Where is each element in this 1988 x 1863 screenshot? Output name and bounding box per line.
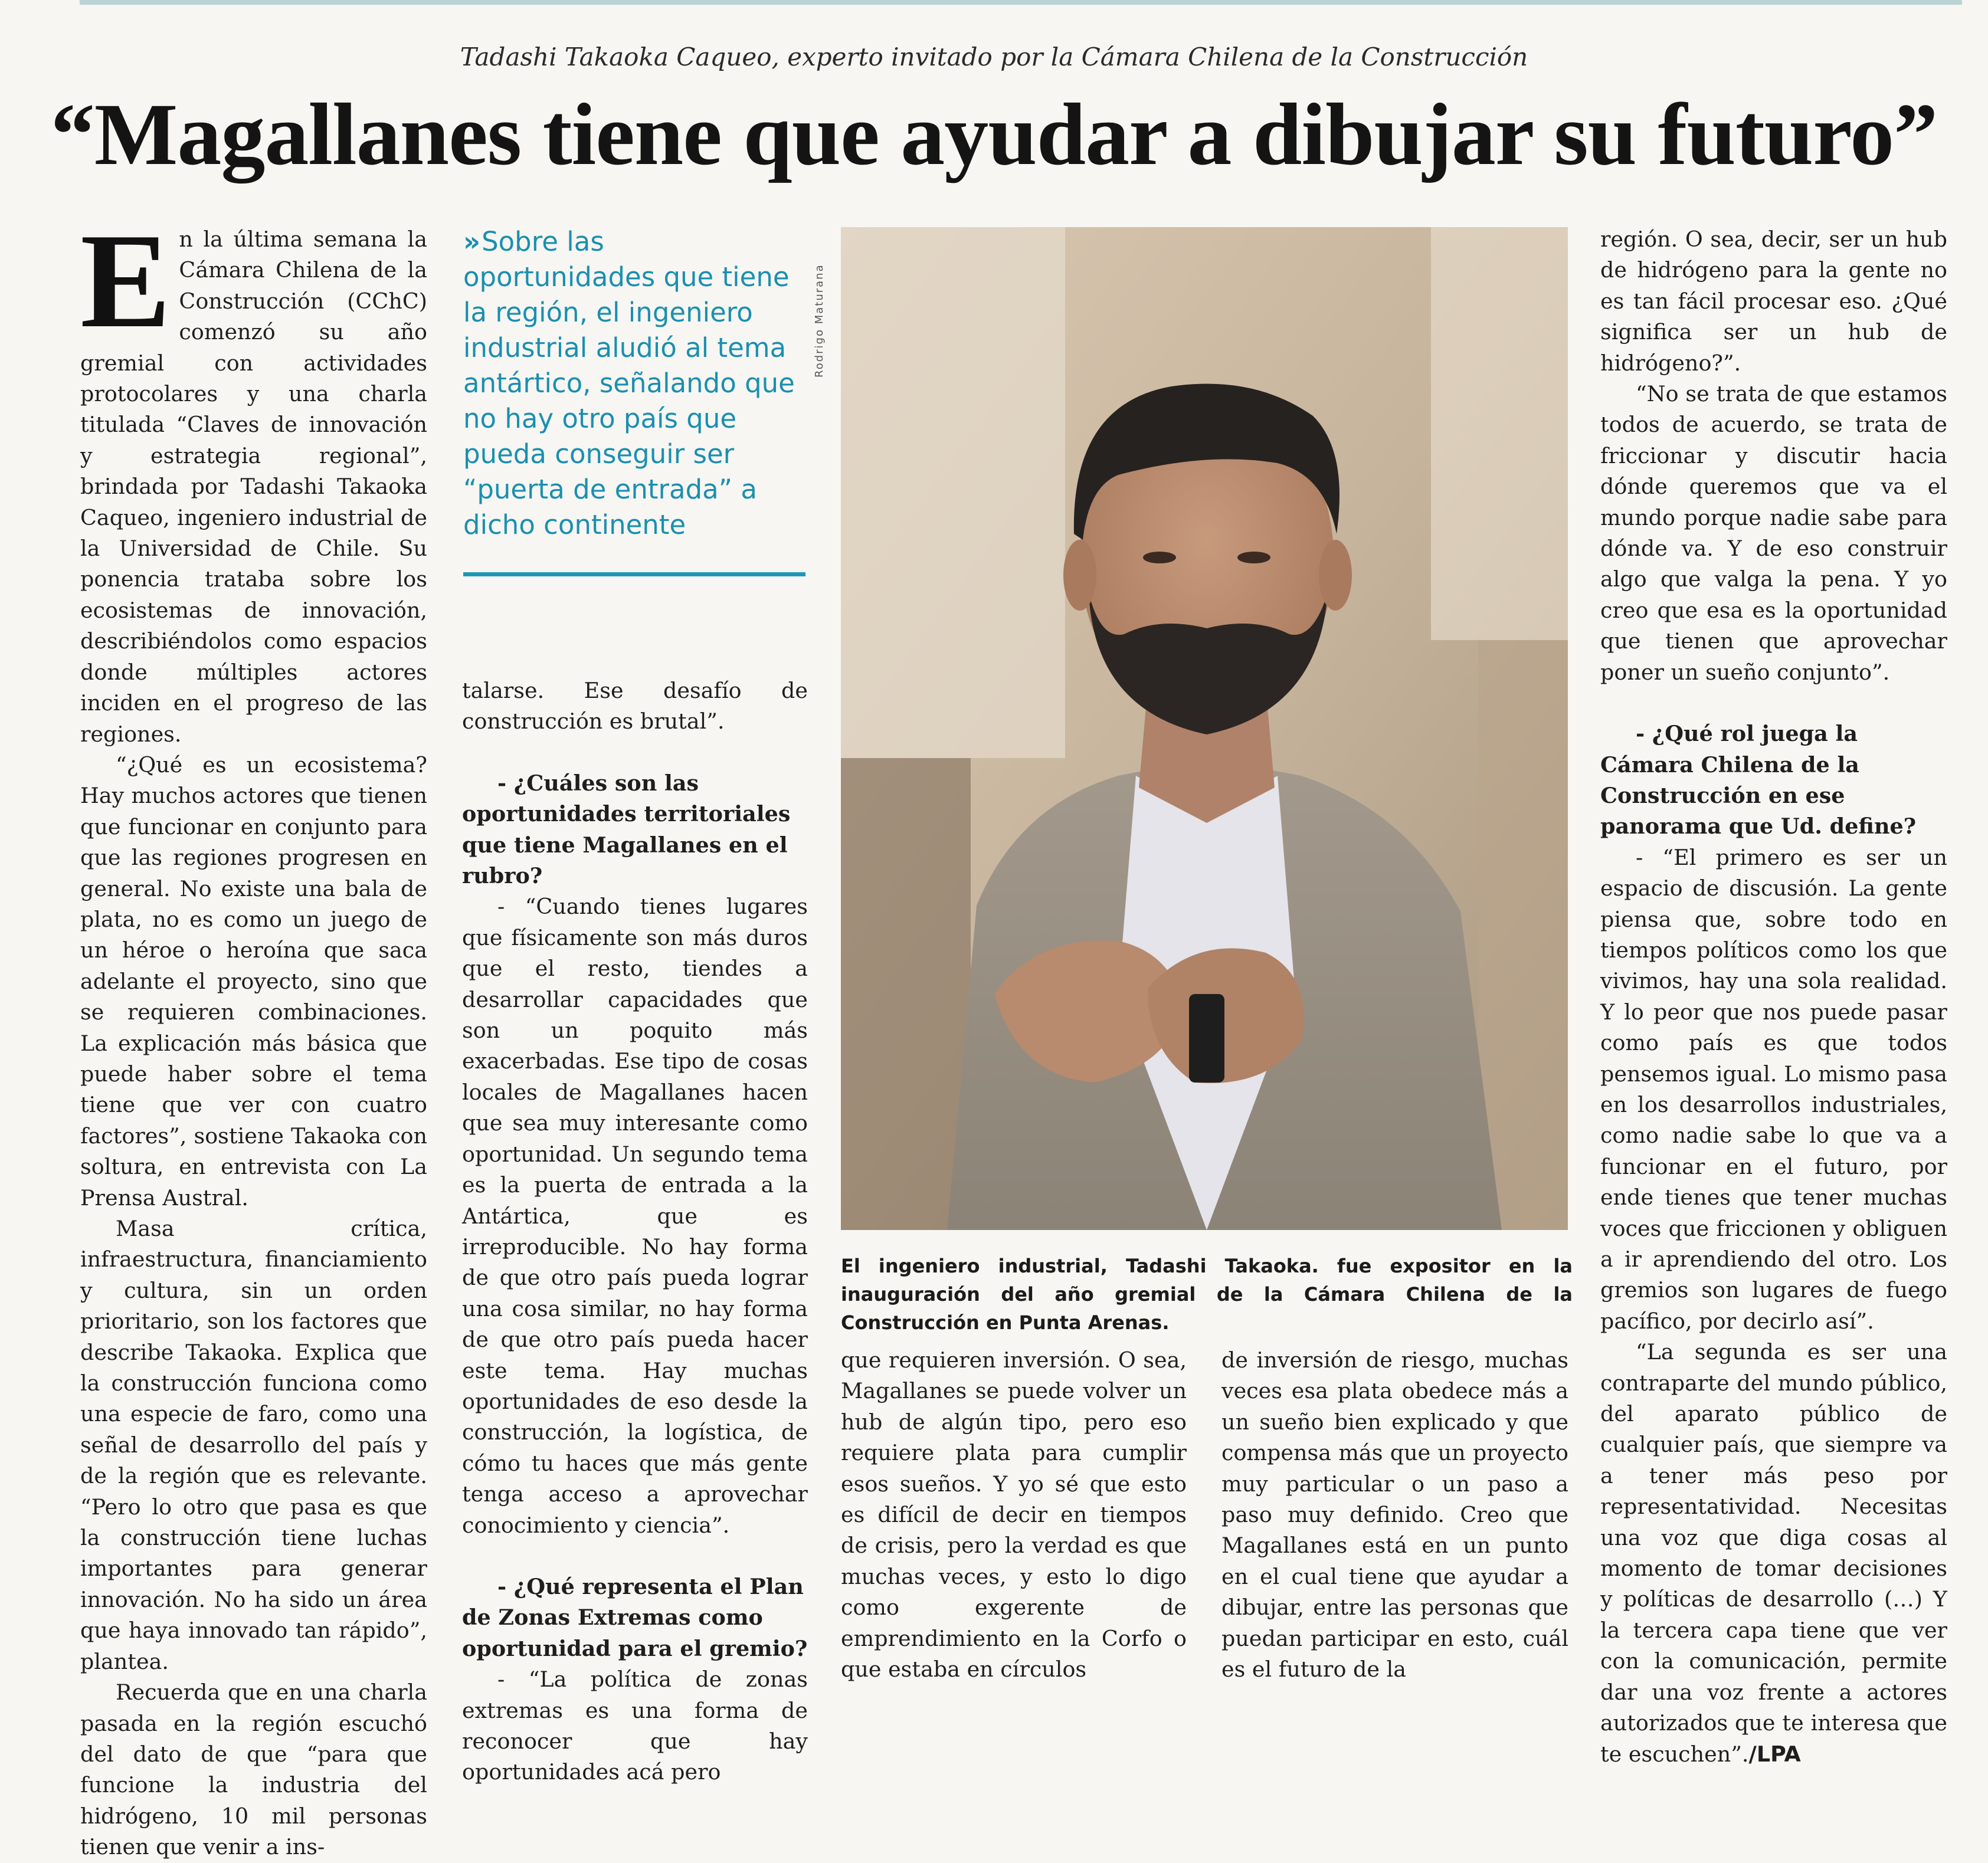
answer: - “La política de zonas extremas es una forma de reconocer que hay oportunidades acá pero: [462, 1667, 808, 1785]
kicker: Tadashi Takaoka Caqueo, experto invitado por la Cámara Chilena de la Construcción: [460, 42, 1528, 71]
paragraph: Masa crítica, infraestructura, financiamiento y cultura, sin un orden prioritario, son los factores que describe Takaoka. Explica que la construcción funciona como una especie de faro, como una señal de desarrollo del país y de la región que es relevante. “Pero lo otro que pasa es que la construcción tiene luchas importantes para generar innovación. No ha sido un área que haya innovado tan rápido”, plantea.: [80, 1216, 427, 1674]
intro-paragraph: [80, 205, 427, 750]
paragraph: Recuerda que en una charla pasada en la región escuchó del dato de que “para que funcione la industria del hidrógeno, 10 mil personas tienen que venir a ins-: [80, 1680, 427, 1860]
chevron-double-right-icon: »: [463, 226, 476, 257]
top-rule: [80, 0, 1962, 5]
question: - ¿Qué representa el Plan de Zonas Extremas como oportunidad para el gremio?: [462, 1573, 808, 1661]
paragraph: “No se trata de que estamos todos de acuerdo, se trata de friccionar y discutir hacia dónde queremos que va el mundo porque nadie sabe para dónde va. Y de eso construir algo que valga la pena. Y yo creo que esa es la oportunidad que tienen que aprovechar poner un sueño conjunto”.: [1600, 381, 1947, 685]
answer: [1600, 1337, 1947, 1770]
paragraph: “¿Qué es un ecosistema? Hay muchos actores que tienen que funcionar en conjunto para que las regiones progresen en general. No existe una bala de plata, no es como un juego de un héroe o heroína que saca adelante el proyecto, sino que se requieren combinaciones. La explicación más básica que puede haber sobre el tema tiene que ver con cuatro factores”, sostiene Takaoka con soltura, en entrevista con La Prensa Austral.: [80, 752, 427, 1211]
signoff: /LPA: [1748, 1741, 1801, 1767]
column-1: [80, 205, 427, 1863]
paragraph: región. O sea, decir, ser un hub de hidrógeno para la gente no es tan fácil procesar eso. ¿Qué significa ser un hub de hidrógeno?”.: [1600, 227, 1947, 376]
photo-caption: El ingeniero industrial, Tadashi Takaoka. fue expositor en la inauguración del año gremial de la Cámara Chilena de la Construcción en Punta Arenas.: [841, 1255, 1573, 1334]
pull-quote-rule: [463, 572, 805, 576]
column-3: [841, 1345, 1187, 1685]
portrait-photo: [841, 227, 1568, 1230]
paragraph: de inversión de riesgo, muchas veces esa plata obedece más a un sueño bien explicado y que compensa más que un proyecto muy particular o un paso a paso muy definido. Creo que Magallanes está en un punto en el cual tiene que ayudar a dibujar, entre las personas que puedan participar en esto, cuál es el futuro de la: [1221, 1347, 1568, 1682]
paragraph: que requieren inversión. O sea, Magallanes se puede volver un hub de algún tipo, pero eso requiere plata para cumplir esos sueños. Y yo sé que esto es difícil de decir en tiempos de crisis, pero la verdad es que muchas veces, y esto lo digo como exgerente de emprendimiento en la Corfo o que estaba en círculos: [841, 1347, 1187, 1682]
column-4: [1221, 1345, 1568, 1685]
answer: - “Cuando tienes lugares que físicamente son más duros que el resto, tiendes a desarrollar capacidades que son un poquito más exacerbadas. Ese tipo de cosas locales de Magallanes hacen que sea muy interesante como oportunidad. Un segundo tema es la puerta de entrada a la Antártica, que es irreproducible. No hay forma de que otro país pueda lograr una cosa similar, no hay forma de que otro país pueda hacer este tema. Hay muchas oportunidades de eso desde la construcción, la logística, de cómo tu haces que más gente tenga acceso a aprovechar conocimiento y ciencia”.: [462, 894, 808, 1538]
intro-text: n la última semana la Cámara Chilena de la Construcción (CChC) comenzó su año gremial con actividades protocolares y una charla titulada “Claves de innovación y estrategia regional”, brindada por Tadashi Takaoka Caqueo, ingeniero industrial de la Universidad de Chile. Su ponencia trataba sobre los ecosistemas de innovación, describiéndolos como espacios donde múltiples actores inciden en el progreso de las regiones.: [80, 227, 427, 747]
question: - ¿Qué rol juega la Cámara Chilena de la Construcción en ese panorama que Ud. define?: [1600, 721, 1917, 839]
drop-cap: E: [80, 205, 171, 356]
paragraph: talarse. Ese desafío de construcción es brutal”.: [462, 678, 808, 734]
answer: - “El primero es ser un espacio de discusión. La gente piensa que, sobre todo en tiempos políticos como los que vivimos, hay una sola realidad. Y lo peor que nos puede pasar como país es que todos pensemos igual. Lo mismo pasa en los desarrollos industriales, como nadie sabe lo que va a funcionar en el futuro, por ende tienes que tener muchas voces que friccionen y obliguen a ir aprendiendo del otro. Los gremios son lugares de fuego pacífico, por decirlo así”.: [1600, 844, 1947, 1334]
photo-credit: Rodrigo Maturana: [813, 264, 826, 378]
answer-text: “La segunda es ser una contraparte del mundo público, del aparato público de cualquier país, que siempre va a tener más peso por representatividad. Necesitas una voz que diga cosas al momento de tomar decisiones y políticas de desarrollo (…) Y la tercera capa tiene que ver con la comunicación, permite dar una voz frente a actores autorizados que te interesa que te escuchen”.: [1600, 1339, 1947, 1767]
pull-quote-text: Sobre las oportunidades que tiene la región, el ingeniero industrial aludió al tema antártico, señalando que no hay otro país que pueda conseguir ser “puerta de entrada” a dicho continente: [463, 226, 795, 540]
pull-quote: [463, 224, 804, 543]
headline: “Magallanes tiene que ayudar a dibujar su futuro”: [50, 86, 1938, 183]
column-5: [1600, 224, 1947, 1770]
question: - ¿Cuáles son las oportunidades territoriales que tiene Magallanes en el rubro?: [462, 770, 791, 889]
column-2: [462, 675, 808, 1788]
